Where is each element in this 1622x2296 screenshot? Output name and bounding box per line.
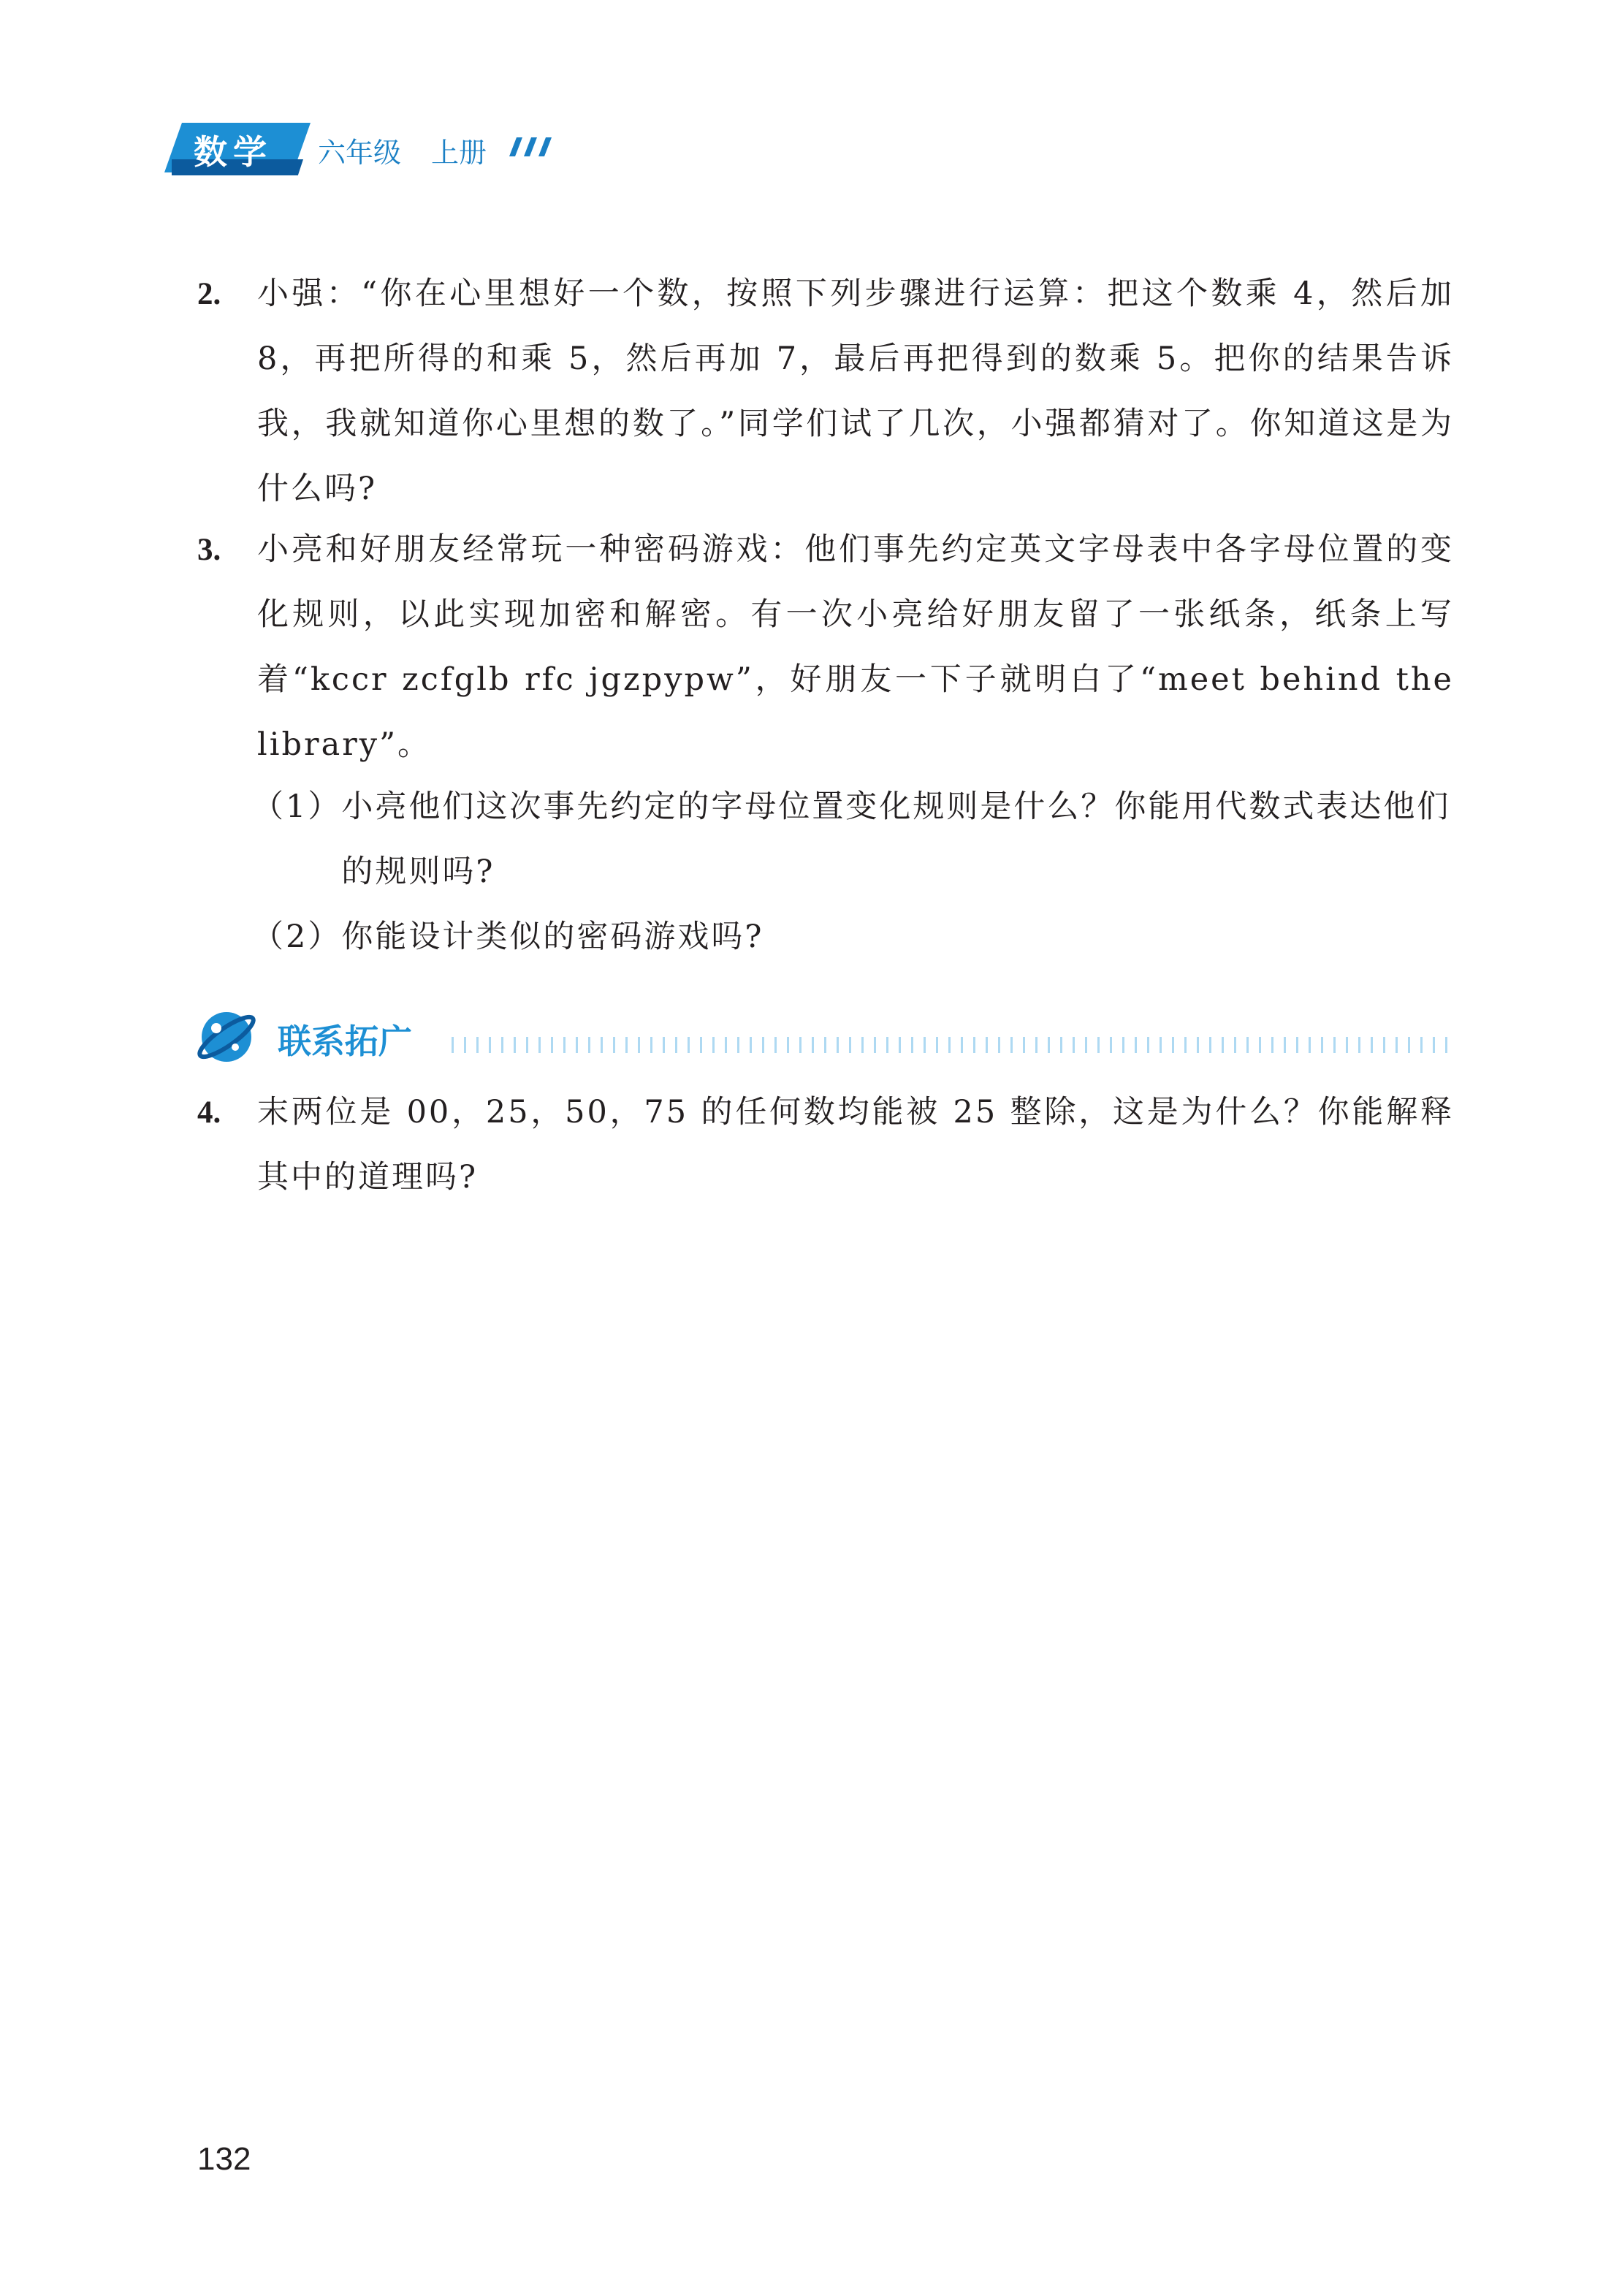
subquestion-text: 你能设计类似的密码游戏吗? [341,919,764,955]
subquestion-1 [252,775,1454,905]
page-number: 132 [197,2141,251,2177]
planet-icon [196,1006,257,1068]
subquestion-2 [252,905,1454,970]
problem-3 [197,517,1454,778]
section-title: 联系拓广 [278,1022,412,1061]
subquestion-label: （2） [252,919,342,955]
page-header [164,123,574,175]
subject-title: 数学 [194,132,273,172]
problem-text: 小强：“你在心里想好一个数，按照下列步骤进行运算：把这个数乘 4，然后加 8，再把所得的和乘 5，然后再加 7，最后再把得到的数乘 5。把你的结果告诉我，我就知道你心里想的数了。”同学们试了几次，小强都猜对了。你知道这是为什么吗? [257,275,1454,507]
problem-text: 末两位是 00，25，50，75 的任何数均能被 25 整除，这是为什么？你能解释其中的道理吗? [257,1094,1454,1195]
problem-text: 小亮和好朋友经常玩一种密码游戏：他们事先约定英文字母表中各字母位置的变化规则，以此实现加密和解密。有一次小亮给好朋友留了一张纸条，纸条上写着“kccr zcfglb rfc jgzpypw”，好朋友一下子就明白了“meet behind the library”。 [257,531,1454,763]
problem-number: 2. [197,277,221,311]
problem-number: 3. [197,533,221,567]
subquestion-text: 小亮他们这次事先约定的字母位置变化规则是什么？你能用代数式表达他们的规则吗? [341,788,1451,890]
section-header [196,1005,1456,1071]
problem-number: 4. [197,1095,221,1130]
subquestion-label: （1） [252,788,342,825]
volume-label: 上册 [431,137,487,169]
section-divider [452,1037,1456,1053]
slashes-decoration-icon [502,136,553,158]
problem-4 [197,1080,1454,1210]
problem-2 [197,262,1454,522]
grade-label: 六年级 [318,137,402,169]
